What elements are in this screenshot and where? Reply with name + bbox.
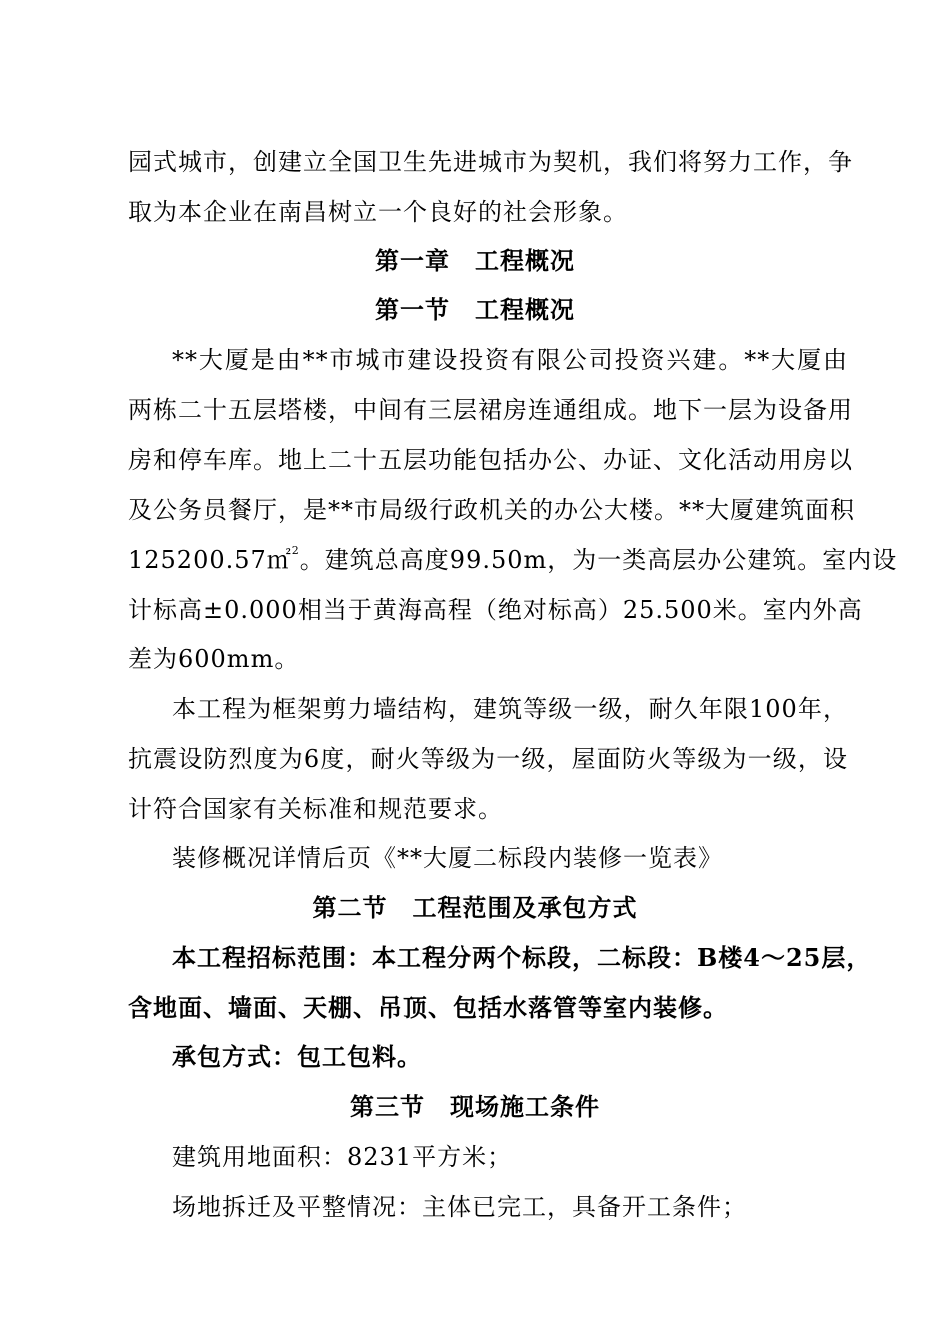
bid-scope-line-2: 含地面、墙面、天棚、吊顶、包括水落管等室内装修。 bbox=[128, 993, 728, 1022]
section-1-paragraph-1-line-1: **大厦是由**市城市建设投资有限公司投资兴建。**大厦由 bbox=[172, 346, 848, 374]
building-area-value: 125200.57㎡ bbox=[128, 546, 292, 574]
section-1-paragraph-1-line-7: 差为600mm。 bbox=[128, 645, 300, 673]
site-condition: 场地拆迁及平整情况：主体已完工，具备开工条件； bbox=[172, 1193, 747, 1221]
section-1-paragraph-2-line-3: 计符合国家有关标准和规范要求。 bbox=[128, 795, 503, 823]
section-1-paragraph-1-line-5 bbox=[128, 544, 898, 576]
section-1-paragraph-1-line-2: 两栋二十五层塔楼，中间有三层裙房连通组成。地下一层为设备用 bbox=[128, 396, 853, 424]
area-superscript: 2 bbox=[291, 544, 300, 557]
chapter-title: 第一章 工程概况 bbox=[375, 246, 575, 275]
contract-method: 承包方式：包工包料。 bbox=[172, 1042, 422, 1071]
bid-scope-line-1: 本工程招标范围：本工程分两个标段，二标段：B楼4～25层， bbox=[172, 943, 872, 972]
section-1-paragraph-1-line-6: 计标高±0.000相当于黄海高程（绝对标高）25.500米。室内外高 bbox=[128, 596, 863, 624]
intro-line-1: 园式城市，创建立全国卫生先进城市为契机，我们将努力工作，争 bbox=[128, 148, 853, 176]
intro-line-2: 取为本企业在南昌树立一个良好的社会形象。 bbox=[128, 198, 628, 226]
section-1-paragraph-2-line-2: 抗震设防烈度为6度，耐火等级为一级，屋面防火等级为一级，设 bbox=[128, 745, 848, 773]
section-3-title: 第三节 现场施工条件 bbox=[350, 1092, 600, 1121]
section-1-paragraph-1-line-4: 及公务员餐厅，是**市局级行政机关的办公大楼。**大厦建筑面积 bbox=[128, 496, 855, 524]
land-area: 建筑用地面积：8231平方米； bbox=[172, 1143, 513, 1171]
section-1-paragraph-1-line-3: 房和停车库。地上二十五层功能包括办公、办证、文化活动用房以 bbox=[128, 446, 853, 474]
section-1-paragraph-2-line-1: 本工程为框架剪力墙结构，建筑等级一级，耐久年限100年， bbox=[172, 695, 848, 723]
section-1-title: 第一节 工程概况 bbox=[375, 295, 575, 324]
decoration-overview-reference: 装修概况详情后页《**大厦二标段内装修一览表》 bbox=[172, 844, 723, 872]
section-2-title: 第二节 工程范围及承包方式 bbox=[312, 893, 638, 922]
building-height-text: 。建筑总高度99.50m，为一类高层办公建筑。室内设 bbox=[299, 546, 898, 574]
